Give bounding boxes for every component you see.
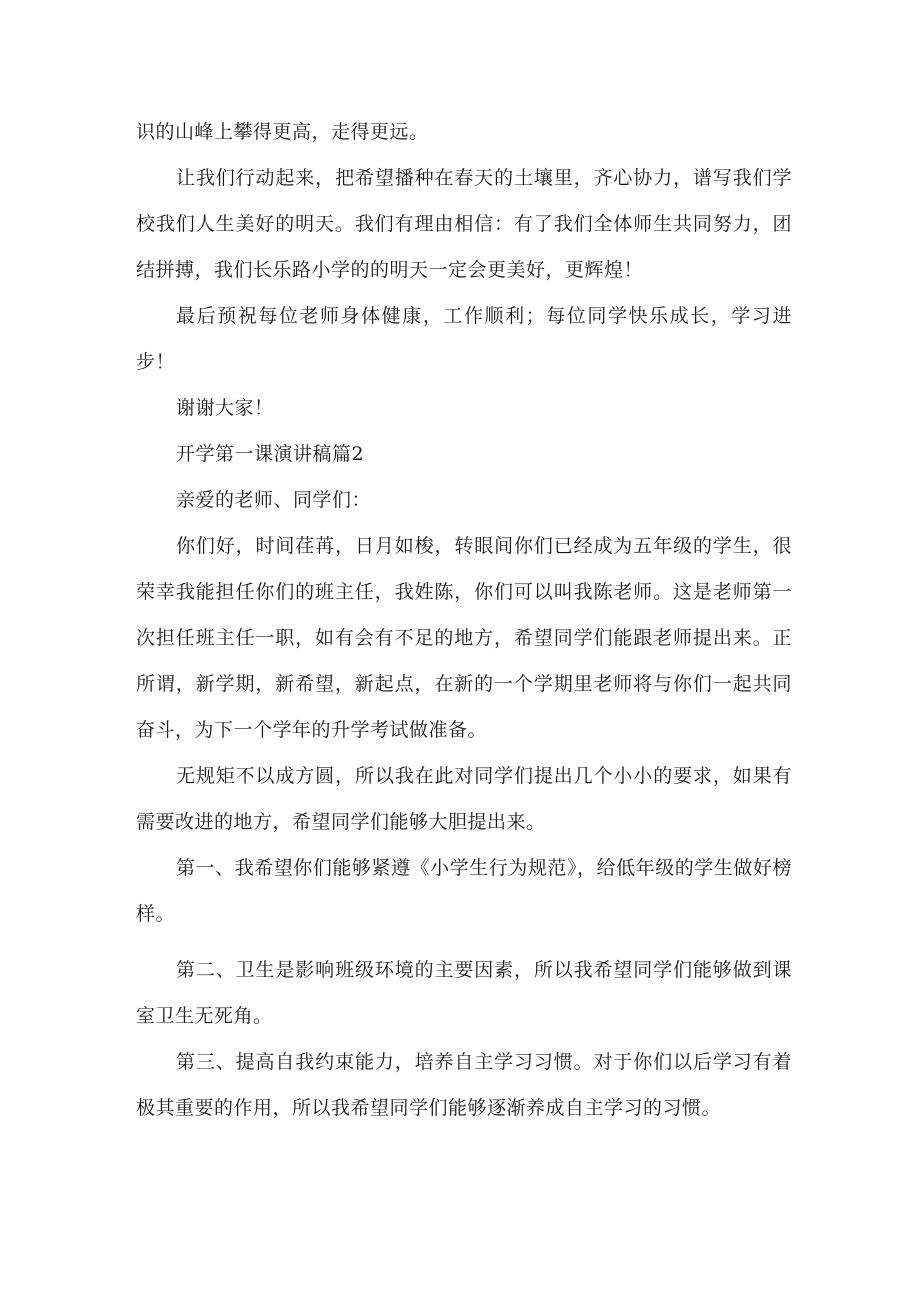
paragraph-salutation: 亲爱的老师、同学们： bbox=[176, 489, 372, 511]
paragraph-thanks: 谢谢大家！ bbox=[176, 397, 274, 419]
paragraph-rules-intro: 无规矩不以成方圆，所以我在此对同学们提出几个小小的要求，如果有需要改进的地方，希望同学们能够大胆提出来。 bbox=[136, 765, 792, 833]
section-heading: 开学第一课演讲稿篇2 bbox=[176, 443, 365, 465]
paragraph-greeting: 你们好，时间荏苒，日月如梭，转眼间你们已经成为五年级的学生，很荣幸我能担任你们的班主任，我姓陈，你们可以叫我陈老师。这是老师第一次担任班主任一职，如有会有不足的地方，希望同学们能跟老师提出来。正所谓，新学期，新希望，新起点，在新的一个学期里老师将与你们一起共同奋斗，为下一个学年的升学考试做准备。 bbox=[136, 535, 792, 741]
paragraph-wishes: 最后预祝每位老师身体健康，工作顺利；每位同学快乐成长，学习进步！ bbox=[136, 305, 792, 373]
paragraph-continuation: 识的山峰上攀得更高，走得更远。 bbox=[136, 121, 429, 143]
paragraph-call-to-action: 让我们行动起来，把希望播种在春天的土壤里，齐心协力，谱写我们学校我们人生美好的明天。我们有理由相信：有了我们全体师生共同努力，团结拼搏，我们长乐路小学的的明天一定会更美好，更辉煌！ bbox=[136, 167, 792, 281]
paragraph-rule-second: 第二、卫生是影响班级环境的主要因素，所以我希望同学们能够做到课室卫生无死角。 bbox=[136, 959, 792, 1027]
document-body bbox=[136, 109, 792, 1131]
paragraph-rule-first: 第一、我希望你们能够紧遵《小学生行为规范》，给低年级的学生做好榜样。 bbox=[136, 857, 792, 925]
paragraph-rule-third: 第三、提高自我约束能力，培养自主学习习惯。对于你们以后学习有着极其重要的作用，所以我希望同学们能够逐渐养成自主学习的习惯。 bbox=[136, 1051, 792, 1119]
